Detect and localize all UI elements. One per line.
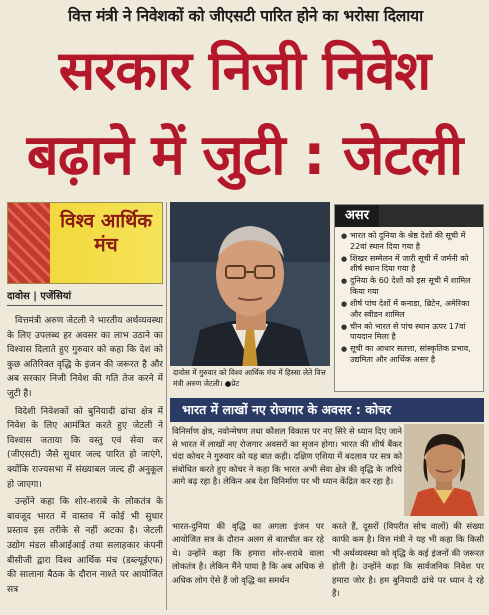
dateline: दावोस | एजेंसियां: [7, 288, 163, 306]
impact-item: ● चीन को भारत से पांच स्थान ऊपर 17वां पायदान मिला है: [341, 322, 478, 343]
headline-line-2: बढ़ाने में जुटी : जेटली: [26, 123, 463, 188]
article-body: [7, 314, 163, 597]
photo-caption: दावोस में गुरुवार को विश्व आर्थिक मंच में हिस्सा लेते वित्त मंत्री अरुण जेटली। ●प्रेट: [170, 366, 330, 390]
section-box-title-line-1: विश्व आर्थिक: [60, 210, 152, 232]
impact-item: ● सूची का आधार सतत्ता, सांस्कृतिक प्रभाव, उद्यमिता और आर्थिक असर है: [341, 344, 478, 365]
headline-line-1: सरकार निजी निवेश: [58, 39, 431, 102]
jobs-story-column: करते हैं, दूसरों (विपरीत सोच वालों) की संख्या काफी कम है। वित्त मंत्री ने यह भी कहा कि किसी भी अर्थव्यवस्था को वृद्धि के कई इंजनों की जरूरत होती है। उन्होंने कहा कि सार्वजनिक निवेश पर हमारा जोर है। हम बुनियादी ढांचे पर ध्यान दे रहे हैं।: [332, 521, 484, 599]
jobs-story-column: भारत-दुनिया की वृद्धि का अगला इंजन पर आयोजित सत्र के दौरान अलग से बातचीत कर रहे थे। उन्होंने कहा कि हमारा शोर-शराबे वाला लोकतंत्र है। लेकिन मैंने पाया है कि अब अधिक से अधिक लोग ऐसे हैं जो वृद्धि का समर्थन: [172, 521, 324, 585]
jobs-story-columns: [172, 520, 484, 612]
kicker-headline: वित्त मंत्री ने निवेशकों को जीएसटी पारित होने का भरोसा दिलाया: [68, 7, 423, 25]
jobs-story-heading: भारत में लाखों नए रोजगार के अवसर : कोचर: [170, 398, 484, 422]
section-box-stripes: [8, 203, 50, 283]
impact-sidebar: [334, 204, 484, 392]
impact-item: ● शीर्ष पांच देशों में कनाडा, ब्रिटेन, अमेरिका और स्वीडन शामिल: [341, 299, 478, 320]
article-paragraph: वित्तमंत्री अरुण जेटली ने भारतीय अर्थव्यवस्था के लिए उपलब्ध हर अवसर का लाभ उठाने का विश्वास दिलाते हुए गुरुवार को कहा कि देश को कुछ अतिरिक्त वृद्धि के इंजन की जरूरत है और अब सरकार निजी निवेश की गति तेज करने में जुटी है।: [7, 316, 163, 399]
column-divider: [166, 202, 167, 610]
impact-list: [335, 227, 483, 366]
impact-item: ● दुनिया के 60 देशों को इस सूची में शामिल किया गया: [341, 276, 478, 297]
impact-header: [335, 205, 483, 227]
kochhar-photo: [404, 424, 484, 516]
article-paragraph: विदेशी निवेशकों को बुनियादी ढांचा क्षेत्र में निवेश के लिए आमंत्रित करते हुए जेटली ने विश्वास जताया कि वस्तु एवं सेवा कर (जीएसटी) जैसे सुधार जल्द पारित हो जाएंगे, क्योंकि राज्यसभा में संख्याबल जल्द ही अनुकूल हो जाएगा।: [7, 406, 163, 490]
jobs-story-intro: विनिर्माण क्षेत्र, नवोन्मेषण तथा कौशल विकास पर नए सिरे से ध्यान दिए जाने से भारत में लाखों नए रोजगार अवसरों का सृजन होगा। भारत की शीर्ष बैंकर चंदा कोचर ने गुरुवार को यह बात कही। दक्षिण एशिया में बदलाव पर सत्र को संबोधित करते हुए कोचर ने कहा कि भारत अभी सेवा क्षेत्र की वृद्धि के जरिये आगे बढ़ रहा है। लेकिन अब देश विनिर्माण पर भी ध्यान केंद्रित कर रहा है।: [172, 426, 402, 487]
jaitley-photo-illustration: [170, 202, 330, 374]
left-column: [7, 202, 163, 610]
kochhar-photo-illustration: [404, 424, 484, 516]
article-paragraph: उन्होंने कहा कि शोर-शराबे के लोकतंत्र के बावजूद भारत में वास्तव में कोई भी सुधार प्रस्ताव इस तरीके से नहीं अटका है। जेटली उद्योग मंडल सीआईआई तथा सलाहकार कंपनी बीसीजी द्वारा विश्व आर्थिक मंच (डब्ल्यूईएफ) की सालाना बैठक के दौरान नाश्ते पर आयोजित सत्र: [7, 497, 163, 595]
impact-label: असर: [335, 205, 379, 227]
impact-item: ● शिखर सम्मेलन में जारी सूची में जर्मनी को शीर्ष स्थान दिया गया है: [341, 254, 478, 275]
impact-item: ● भारत को दुनिया के श्रेष्ठ देशों की सूची में 22वां स्थान दिया गया है: [341, 231, 478, 252]
jaitley-photo: [170, 202, 330, 374]
section-box: [7, 202, 163, 284]
section-box-title-line-2: मंच: [94, 234, 118, 256]
section-box-title: [50, 209, 162, 257]
